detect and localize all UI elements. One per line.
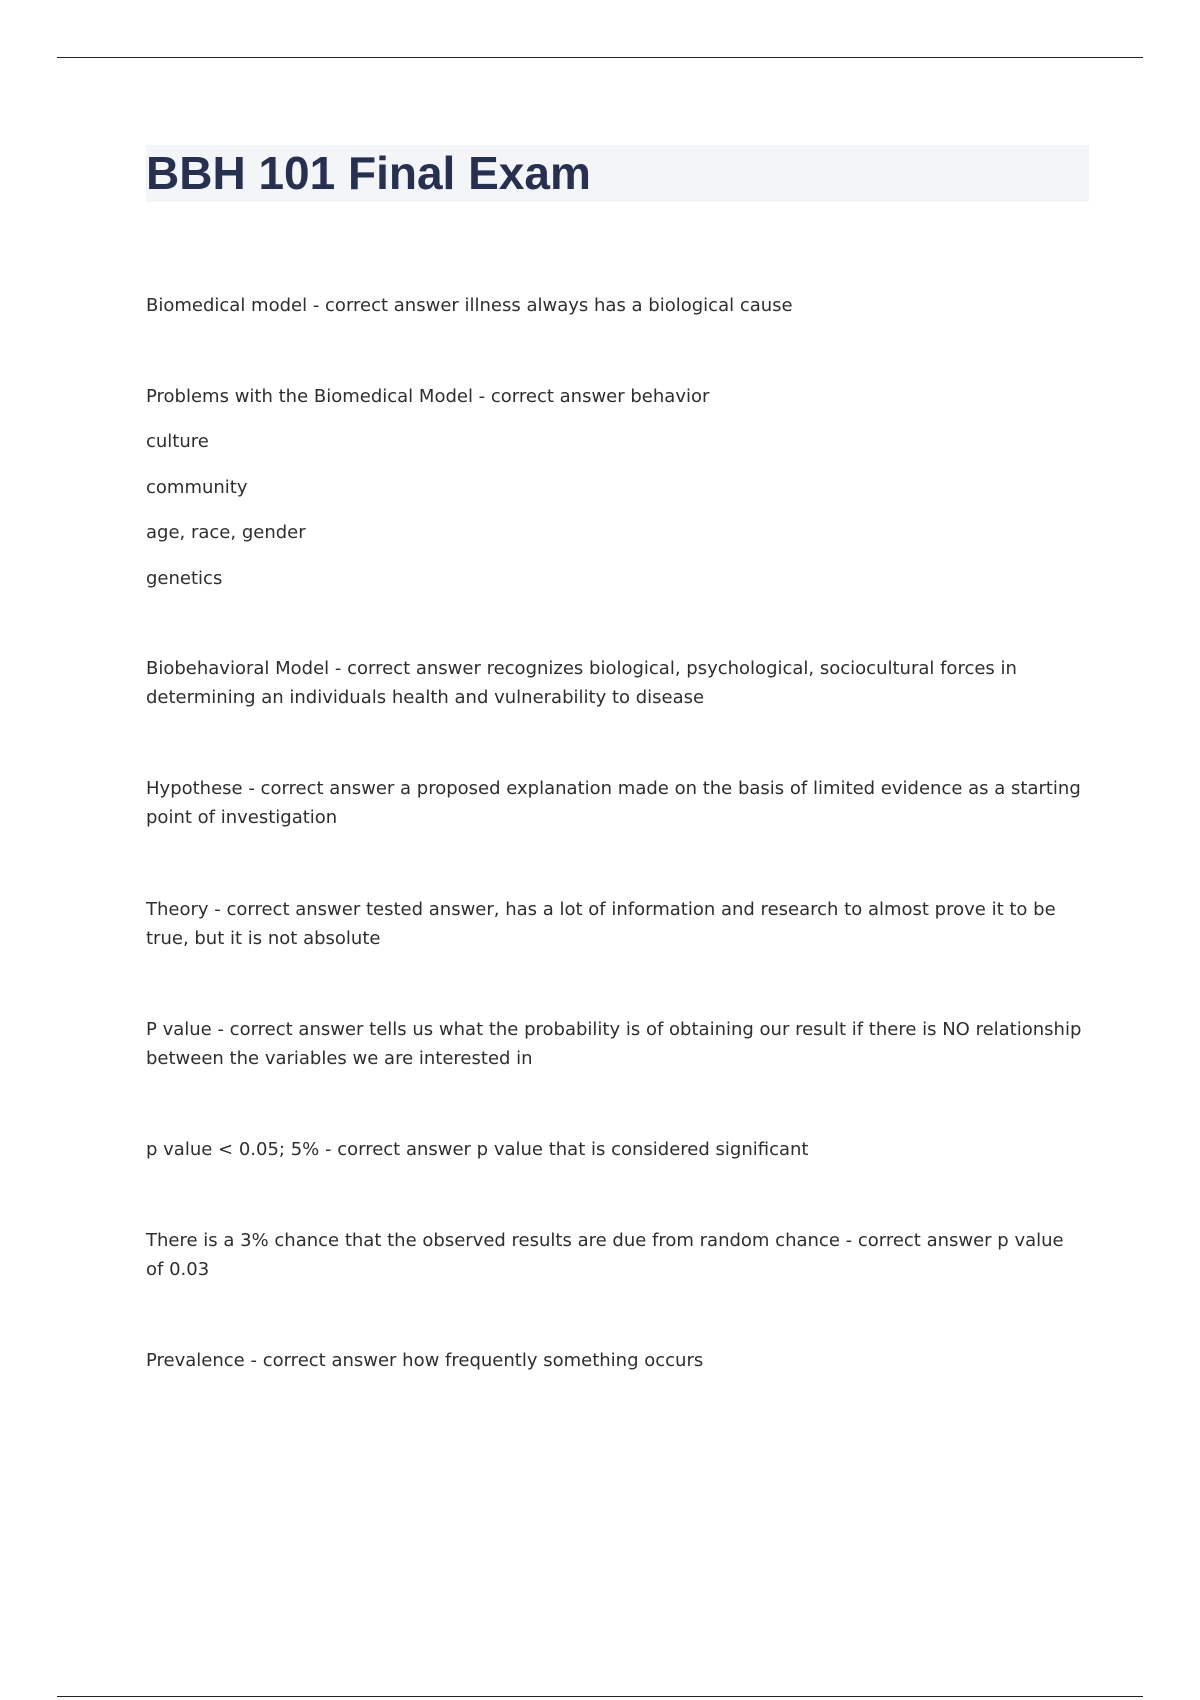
entry-hypothese: Hypothese - correct answer a proposed explanation made on the basis of limited evidence as a starting point of investigation — [146, 778, 1081, 828]
entry-problems-item-genetics: genetics — [146, 568, 223, 589]
entry-problems-item-culture: culture — [146, 431, 209, 452]
entry-p-value-threshold: p value < 0.05; 5% - correct answer p value that is considered significant — [146, 1139, 809, 1160]
entry-problems-item-community: community — [146, 477, 248, 498]
entry-problems-item-age-race-gender: age, race, gender — [146, 522, 306, 543]
entry-theory: Theory - correct answer tested answer, has a lot of information and research to almost prove it to be true, but it is not absolute — [146, 899, 1056, 949]
entry-biomedical-model: Biomedical model - correct answer illness always has a biological cause — [146, 295, 793, 316]
top-rule — [57, 57, 1143, 58]
bottom-rule — [57, 1696, 1143, 1697]
entry-biobehavioral-model: Biobehavioral Model - correct answer recognizes biological, psychological, sociocultural forces in determining an individuals health and vulnerability to disease — [146, 658, 1017, 708]
document-title: BBH 101 Final Exam — [146, 147, 591, 199]
entry-p-value: P value - correct answer tells us what the probability is of obtaining our result if there is NO relationship between the variables we are interested in — [146, 1019, 1082, 1069]
entry-three-percent-chance: There is a 3% chance that the observed results are due from random chance - correct answer p value of 0.03 — [146, 1230, 1064, 1280]
entry-prevalence: Prevalence - correct answer how frequently something occurs — [146, 1350, 704, 1371]
entry-problems-biomedical: Problems with the Biomedical Model - correct answer behavior — [146, 386, 710, 407]
